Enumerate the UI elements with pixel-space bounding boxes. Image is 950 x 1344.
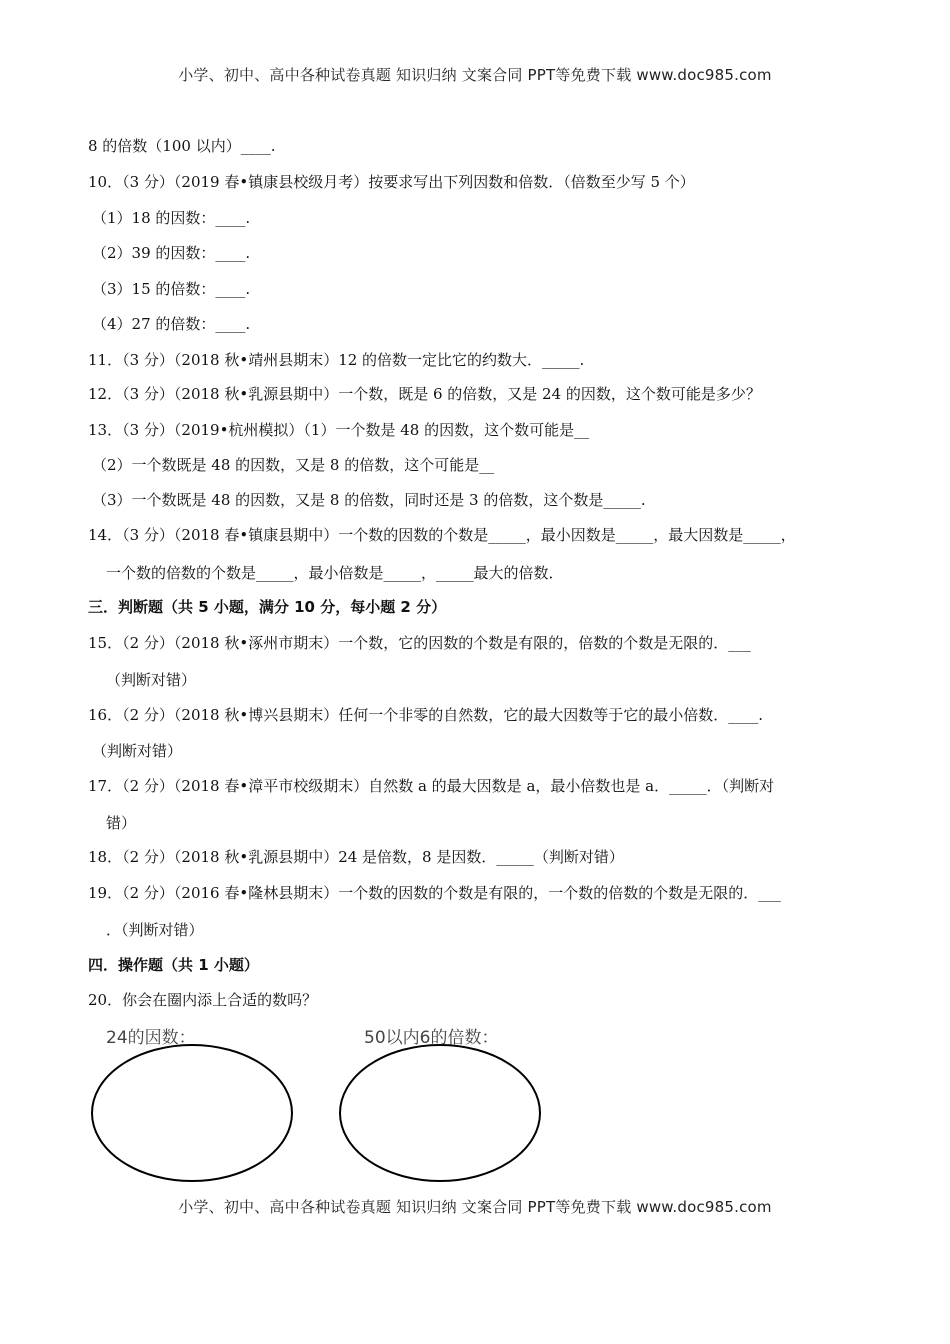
question-15-cont: （判断对错） <box>106 671 197 689</box>
section-heading-judgment: 三．判断题（共 5 小题，满分 10 分，每小题 2 分） <box>88 598 447 616</box>
question-13: 13．（3 分）（2019•杭州模拟）（1）一个数是 48 的因数，这个数可能是__ <box>88 421 590 439</box>
question-19-cont: ．（判断对错） <box>106 921 204 939</box>
figure-label-factors-24: 24的因数： <box>106 1028 196 1048</box>
figure-label-multiples-6: 50以内6的倍数： <box>364 1028 499 1048</box>
question-10: 10．（3 分）（2019 春•镇康县校级月考）按要求写出下列因数和倍数．（倍数至少写 5 个） <box>88 173 695 191</box>
question-19: 19．（2 分）（2016 春•隆林县期末）一个数的因数的个数是有限的，一个数的倍数的个数是无限的．___ <box>88 884 781 902</box>
answer-ellipse-multiples <box>340 1045 540 1181</box>
question-12: 12．（3 分）（2018 秋•乳源县期中）一个数，既是 6 的倍数，又是 24 的因数，这个数可能是多少？ <box>88 385 761 403</box>
question-13-part-2: （2）一个数既是 48 的因数，又是 8 的倍数，这个可能是__ <box>92 456 495 474</box>
question-17-cont: 错） <box>106 814 137 832</box>
question-9-tail: 8 的倍数（100 以内）____. <box>88 137 276 155</box>
question-10-part-2: （2）39 的因数：____. <box>92 244 251 262</box>
question-16: 16．（2 分）（2018 秋•博兴县期末）任何一个非零的自然数，它的最大因数等于它的最小倍数．____. <box>88 706 763 724</box>
section-heading-operation: 四．操作题（共 1 小题） <box>88 956 259 974</box>
question-10-part-3: （3）15 的倍数：____. <box>92 280 251 298</box>
question-11: 11．（3 分）（2018 秋•靖州县期末）12 的倍数一定比它的约数大．_____. <box>88 351 585 369</box>
question-14: 14．（3 分）（2018 春•镇康县期中）一个数的因数的个数是_____，最小因数是_____，最大因数是_____， <box>88 526 796 544</box>
question-17: 17．（2 分）（2018 春•漳平市校级期末）自然数 a 的最大因数是 a，最小倍数也是 a．_____．（判断对 <box>88 777 775 795</box>
question-10-part-1: （1）18 的因数：____. <box>92 209 251 227</box>
question-13-part-3: （3）一个数既是 48 的因数，又是 8 的倍数，同时还是 3 的倍数，这个数是_____. <box>92 491 646 509</box>
answer-ellipse-factors <box>92 1045 292 1181</box>
page-header: 小学、初中、高中各种试卷真题 知识归纳 文案合同 PPT等免费下载 www.doc985.com <box>178 66 772 84</box>
page-footer: 小学、初中、高中各种试卷真题 知识归纳 文案合同 PPT等免费下载 www.doc985.com <box>178 1198 772 1216</box>
question-16-cont: （判断对错） <box>92 742 183 760</box>
question-15: 15．（2 分）（2018 秋•涿州市期末）一个数，它的因数的个数是有限的，倍数的个数是无限的．___ <box>88 634 751 652</box>
question-14-cont: 一个数的倍数的个数是_____，最小倍数是_____，_____最大的倍数． <box>106 564 564 582</box>
question-18: 18．（2 分）（2018 秋•乳源县期中）24 是倍数，8 是因数．_____（判断对错） <box>88 848 624 866</box>
question-10-part-4: （4）27 的倍数：____. <box>92 315 251 333</box>
question-20: 20．你会在圈内添上合适的数吗？ <box>88 991 318 1009</box>
